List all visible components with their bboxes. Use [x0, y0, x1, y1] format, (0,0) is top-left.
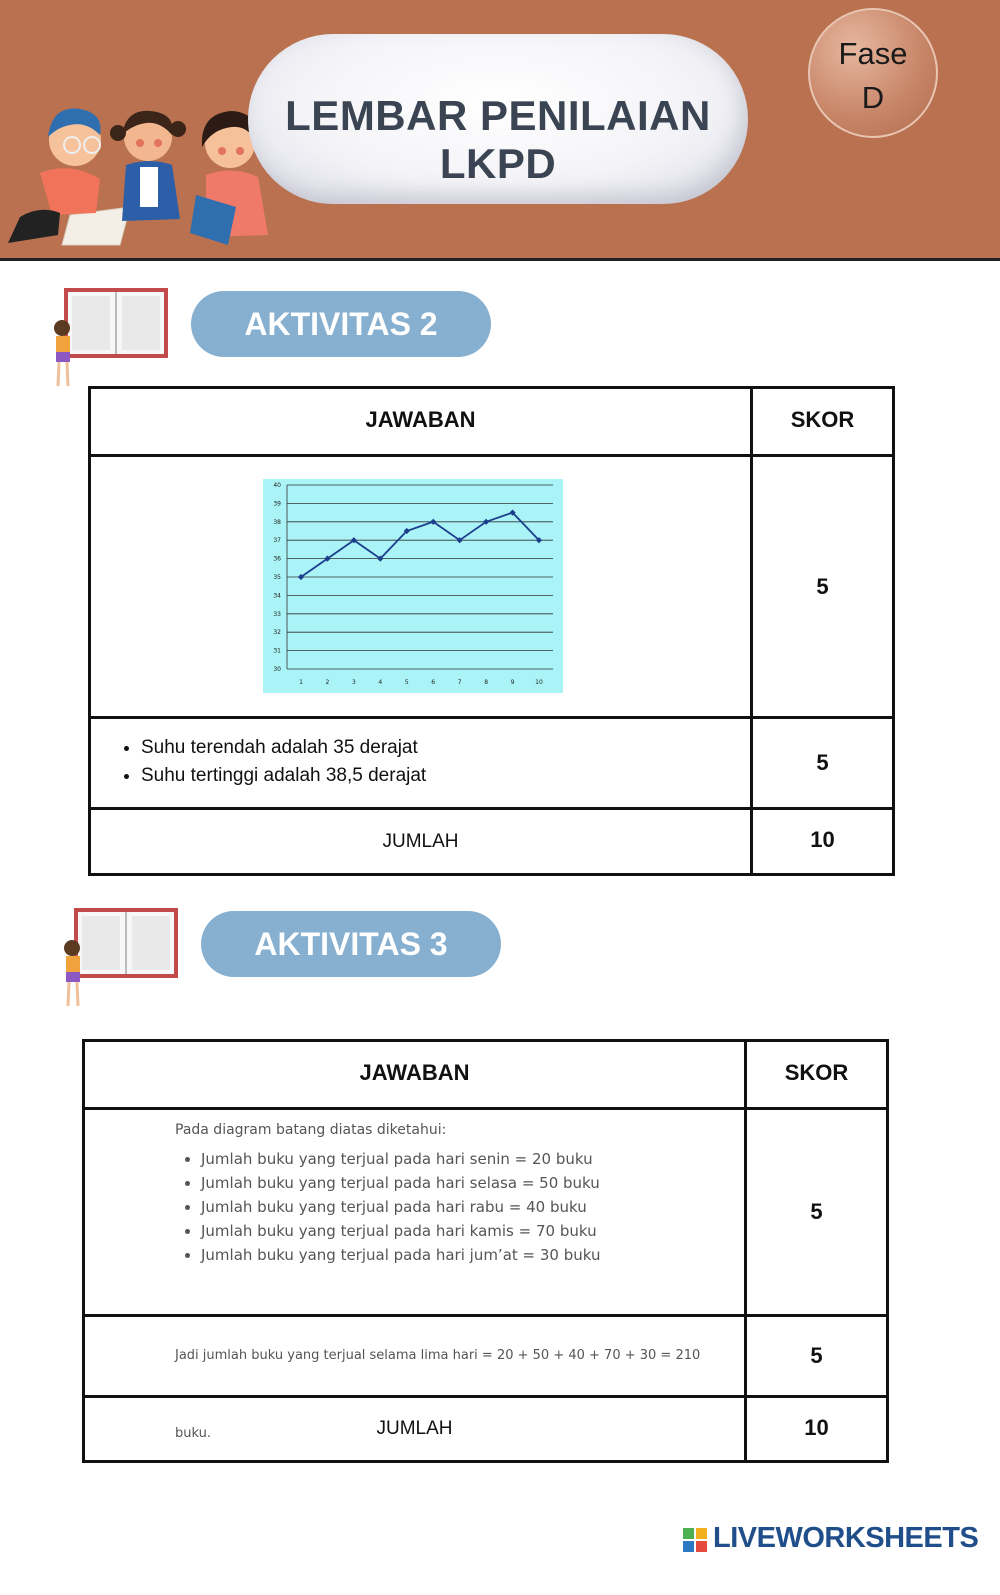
y-tick-label: 38 [273, 518, 281, 526]
y-tick-label: 33 [273, 610, 281, 618]
temperature-line-chart [263, 479, 563, 693]
row1-score: 5 [810, 1199, 823, 1224]
y-tick-label: 35 [273, 574, 281, 581]
column-header-skor: SKOR [784, 1060, 849, 1085]
title-banner [248, 34, 748, 204]
x-tick-label: 5 [404, 679, 409, 686]
y-tick-label: 31 [273, 647, 281, 655]
chart-background [263, 479, 563, 693]
row2-score: 5 [816, 750, 829, 775]
y-tick-label: 36 [273, 555, 281, 563]
total-score: 10 [810, 827, 835, 852]
y-tick-label: 39 [273, 500, 281, 508]
answer-bullet-list [117, 731, 426, 793]
page-title: LEMBAR PENILAIAN LKPD [285, 92, 711, 187]
x-tick-label: 6 [431, 679, 436, 686]
fase-badge [808, 8, 938, 138]
activity3-score-table [82, 1039, 889, 1463]
y-tick-label: 37 [273, 537, 281, 545]
fase-label: Fase [838, 36, 908, 71]
row1-score: 5 [816, 574, 829, 599]
x-tick-label: 9 [510, 679, 515, 686]
list-item: • Suhu tertinggi adalah 38,5 derajat [141, 765, 426, 787]
total-score: 10 [804, 1415, 829, 1440]
answer-conclusion: Jadi jumlah buku yang terjual selama lima hari = 20 + 50 + 40 + 70 + 30 = 210 buku. [175, 1348, 701, 1441]
total-label: JUMLAH [376, 1418, 453, 1439]
answer-bullets-cell [91, 719, 750, 807]
activity2-score-table [88, 386, 895, 876]
brand-name: LIVEWORKSHEETS [713, 1522, 979, 1554]
answer-list-cell [175, 1122, 735, 1312]
fase-value: D [861, 80, 885, 115]
activity3-heading: AKTIVITAS 3 [254, 926, 448, 962]
total-label: JUMLAH [382, 831, 459, 852]
liveworksheets-logo-icon [683, 1528, 707, 1552]
x-tick-label: 1 [299, 679, 303, 686]
activity3-heading-pill [201, 911, 501, 977]
list-item: • Jumlah buku yang terjual pada hari senin = 20 buku [201, 1150, 735, 1168]
y-tick-label: 40 [273, 482, 281, 489]
reading-girl-book-icon [48, 288, 178, 388]
y-tick-label: 32 [273, 629, 281, 637]
footer-brand[interactable] [683, 1522, 983, 1562]
list-item: • Jumlah buku yang terjual pada hari selasa = 50 buku [201, 1174, 735, 1192]
x-tick-label: 10 [535, 679, 543, 686]
answer-chart-cell [91, 457, 750, 716]
reading-girl-book-icon [58, 908, 188, 1008]
answer-intro: Pada diagram batang diatas diketahui: [175, 1122, 447, 1138]
list-item: • Jumlah buku yang terjual pada hari jum’at = 30 buku [201, 1246, 735, 1264]
column-header-skor: SKOR [790, 407, 855, 432]
x-tick-label: 3 [351, 679, 356, 686]
activity2-heading-pill [191, 291, 491, 357]
header-banner [0, 0, 1000, 261]
y-tick-label: 34 [273, 592, 281, 600]
answer-bullet-list [175, 1150, 735, 1264]
list-item: • Jumlah buku yang terjual pada hari rabu = 40 buku [201, 1198, 735, 1216]
children-illustration [0, 95, 290, 255]
list-item: • Jumlah buku yang terjual pada hari kamis = 70 buku [201, 1222, 735, 1240]
column-header-jawaban: JAWABAN [359, 1060, 470, 1085]
x-tick-label: 8 [484, 679, 489, 686]
column-header-jawaban: JAWABAN [365, 407, 476, 432]
list-item: • Suhu terendah adalah 35 derajat [141, 737, 426, 759]
row2-score: 5 [810, 1343, 823, 1368]
x-tick-label: 4 [378, 679, 383, 686]
activity2-heading: AKTIVITAS 2 [244, 306, 438, 342]
x-tick-label: 2 [325, 679, 330, 686]
x-tick-label: 7 [457, 679, 462, 686]
y-tick-label: 30 [273, 666, 281, 673]
